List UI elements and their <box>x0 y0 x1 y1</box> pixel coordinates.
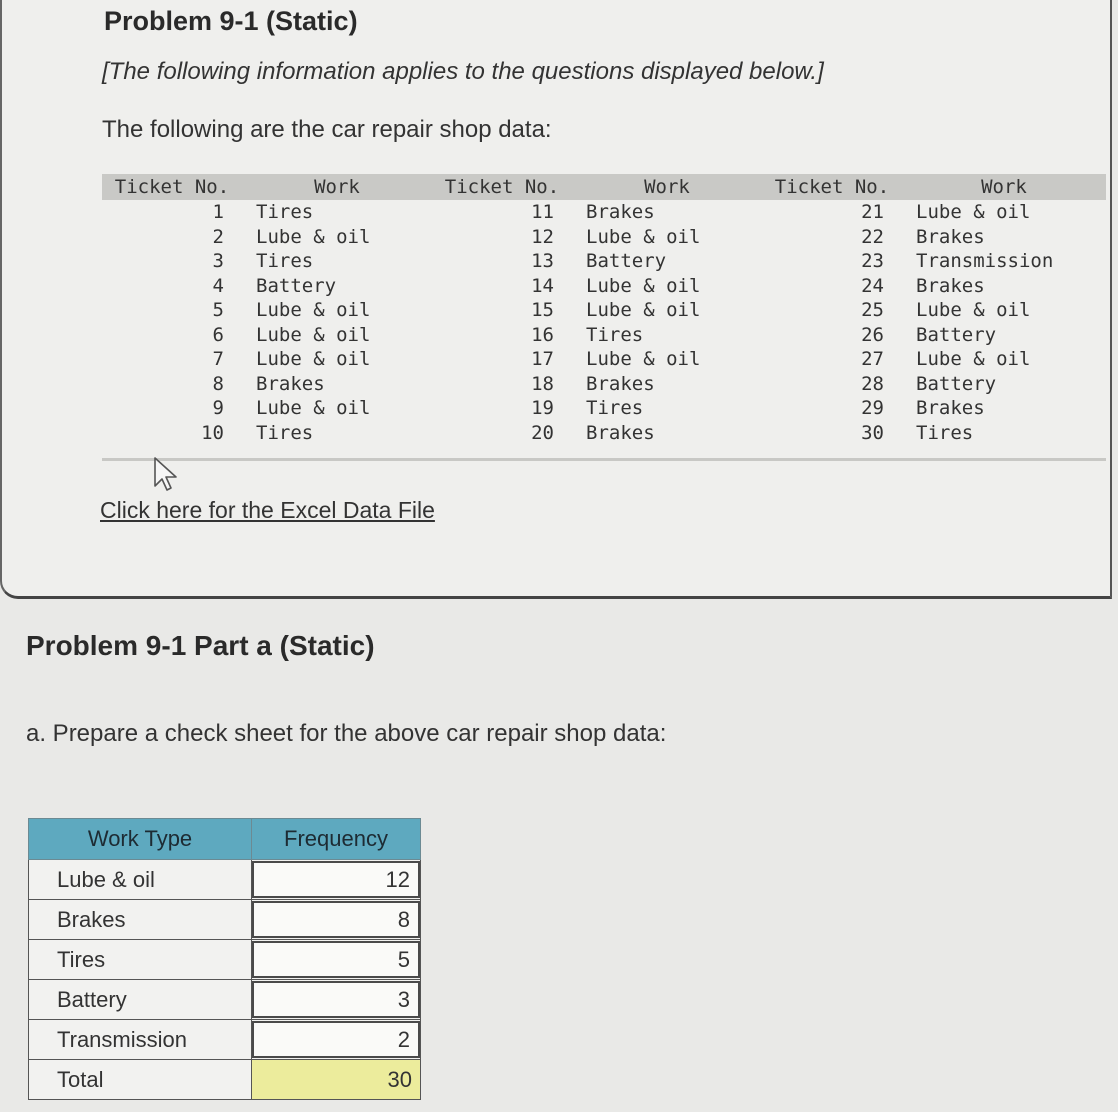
check-sheet-row <box>29 860 421 900</box>
work-type-cell: Brakes <box>29 900 252 940</box>
ticket-number-cell: 8 <box>212 372 224 395</box>
frequency-cell <box>252 900 421 940</box>
frequency-input[interactable]: 3 <box>252 981 420 1018</box>
work-cell: Battery <box>916 372 997 395</box>
data-table-header-row <box>102 174 1106 200</box>
ticket-number-cell: 2 <box>212 225 224 248</box>
check-sheet-table <box>28 818 421 1100</box>
frequency-cell <box>252 1020 421 1060</box>
ticket-number-cell: 3 <box>212 250 224 273</box>
work-cell: Brakes <box>256 372 325 395</box>
check-sheet-row <box>29 980 421 1020</box>
frequency-cell <box>252 860 421 900</box>
work-cell: Tires <box>586 397 644 420</box>
work-cell: Lube & oil <box>256 225 371 248</box>
ticket-number-cell: 7 <box>212 348 224 371</box>
ticket-number-cell: 23 <box>861 250 884 273</box>
work-cell: Lube & oil <box>586 348 701 371</box>
check-sheet-row <box>29 940 421 980</box>
ticket-number-cell: 20 <box>531 421 554 444</box>
work-cell: Lube & oil <box>256 299 371 322</box>
work-cell: Brakes <box>916 225 985 248</box>
work-cell: Lube & oil <box>916 299 1031 322</box>
work-cell: Lube & oil <box>916 201 1031 224</box>
work-cell: Tires <box>256 250 314 273</box>
work-cell: Lube & oil <box>586 274 701 297</box>
check-sheet-row <box>29 1020 421 1060</box>
check-sheet-body <box>29 860 421 1060</box>
ticket-number-cell: 14 <box>531 274 554 297</box>
ticket-number-cell: 11 <box>531 201 554 224</box>
table-divider <box>102 458 1106 461</box>
header-work: Work <box>572 174 762 200</box>
repair-data-table <box>102 174 1106 445</box>
work-type-cell: Transmission <box>29 1020 252 1060</box>
table-row <box>102 323 1106 348</box>
work-cell: Tires <box>916 421 974 444</box>
ticket-number-cell: 15 <box>531 299 554 322</box>
work-type-cell: Battery <box>29 980 252 1020</box>
ticket-number-cell: 1 <box>212 201 224 224</box>
data-table-body <box>102 200 1106 445</box>
table-row <box>102 396 1106 421</box>
excel-data-file-link[interactable]: Click here for the Excel Data File <box>100 497 435 523</box>
header-work: Work <box>242 174 432 200</box>
frequency-input[interactable]: 12 <box>252 861 420 898</box>
lead-text: The following are the car repair shop data: <box>102 116 552 143</box>
work-cell: Lube & oil <box>256 348 371 371</box>
ticket-number-cell: 6 <box>212 323 224 346</box>
work-cell: Brakes <box>916 397 985 420</box>
problem-title: Problem 9-1 (Static) <box>104 6 358 36</box>
ticket-number-cell: 28 <box>861 372 884 395</box>
ticket-number-cell: 18 <box>531 372 554 395</box>
work-cell: Tires <box>256 201 314 224</box>
frequency-input[interactable]: 8 <box>252 901 420 938</box>
mouse-pointer-icon <box>152 456 182 496</box>
ticket-number-cell: 29 <box>861 397 884 420</box>
work-cell: Battery <box>916 323 997 346</box>
ticket-number-cell: 16 <box>531 323 554 346</box>
part-title: Problem 9-1 Part a (Static) <box>26 630 375 661</box>
header-work-type: Work Type <box>29 819 252 860</box>
question-text: a. Prepare a check sheet for the above car repair shop data: <box>26 720 667 747</box>
ticket-number-cell: 25 <box>861 299 884 322</box>
header-frequency: Frequency <box>252 819 421 860</box>
ticket-number-cell: 4 <box>212 274 224 297</box>
header-ticket-no: Ticket No. <box>432 174 572 200</box>
table-row <box>102 298 1106 323</box>
check-sheet-header-row <box>29 819 421 860</box>
ticket-number-cell: 9 <box>212 397 224 420</box>
ticket-number-cell: 5 <box>212 299 224 322</box>
table-row <box>102 347 1106 372</box>
work-cell: Tires <box>586 323 644 346</box>
ticket-number-cell: 17 <box>531 348 554 371</box>
ticket-number-cell: 27 <box>861 348 884 371</box>
ticket-number-cell: 26 <box>861 323 884 346</box>
work-cell: Transmission <box>916 250 1054 273</box>
header-ticket-no: Ticket No. <box>102 174 242 200</box>
ticket-number-cell: 21 <box>861 201 884 224</box>
work-cell: Lube & oil <box>586 225 701 248</box>
ticket-number-cell: 30 <box>861 421 884 444</box>
work-cell: Lube & oil <box>586 299 701 322</box>
work-cell: Battery <box>256 274 337 297</box>
total-label: Total <box>29 1060 252 1100</box>
work-cell: Lube & oil <box>256 397 371 420</box>
intro-note: [The following information applies to the questions displayed below.] <box>102 58 824 85</box>
total-row <box>29 1060 421 1100</box>
work-cell: Lube & oil <box>916 348 1031 371</box>
work-cell: Brakes <box>586 372 655 395</box>
check-sheet-row <box>29 900 421 940</box>
table-row <box>102 249 1106 274</box>
ticket-number-cell: 19 <box>531 397 554 420</box>
frequency-cell <box>252 940 421 980</box>
ticket-number-cell: 13 <box>531 250 554 273</box>
work-type-cell: Lube & oil <box>29 860 252 900</box>
header-work: Work <box>902 174 1106 200</box>
table-row <box>102 200 1106 225</box>
table-row <box>102 225 1106 250</box>
work-cell: Brakes <box>916 274 985 297</box>
frequency-input[interactable]: 2 <box>252 1021 420 1058</box>
work-cell: Tires <box>256 421 314 444</box>
table-row <box>102 274 1106 299</box>
work-cell: Battery <box>586 250 667 273</box>
frequency-cell <box>252 980 421 1020</box>
ticket-number-cell: 22 <box>861 225 884 248</box>
ticket-number-cell: 12 <box>531 225 554 248</box>
work-cell: Brakes <box>586 421 655 444</box>
header-ticket-no: Ticket No. <box>762 174 902 200</box>
ticket-number-cell: 10 <box>201 421 224 444</box>
table-row <box>102 372 1106 397</box>
work-cell: Lube & oil <box>256 323 371 346</box>
work-cell: Brakes <box>586 201 655 224</box>
ticket-number-cell: 24 <box>861 274 884 297</box>
work-type-cell: Tires <box>29 940 252 980</box>
table-row <box>102 421 1106 446</box>
frequency-input[interactable]: 5 <box>252 941 420 978</box>
total-value: 30 <box>252 1060 421 1100</box>
